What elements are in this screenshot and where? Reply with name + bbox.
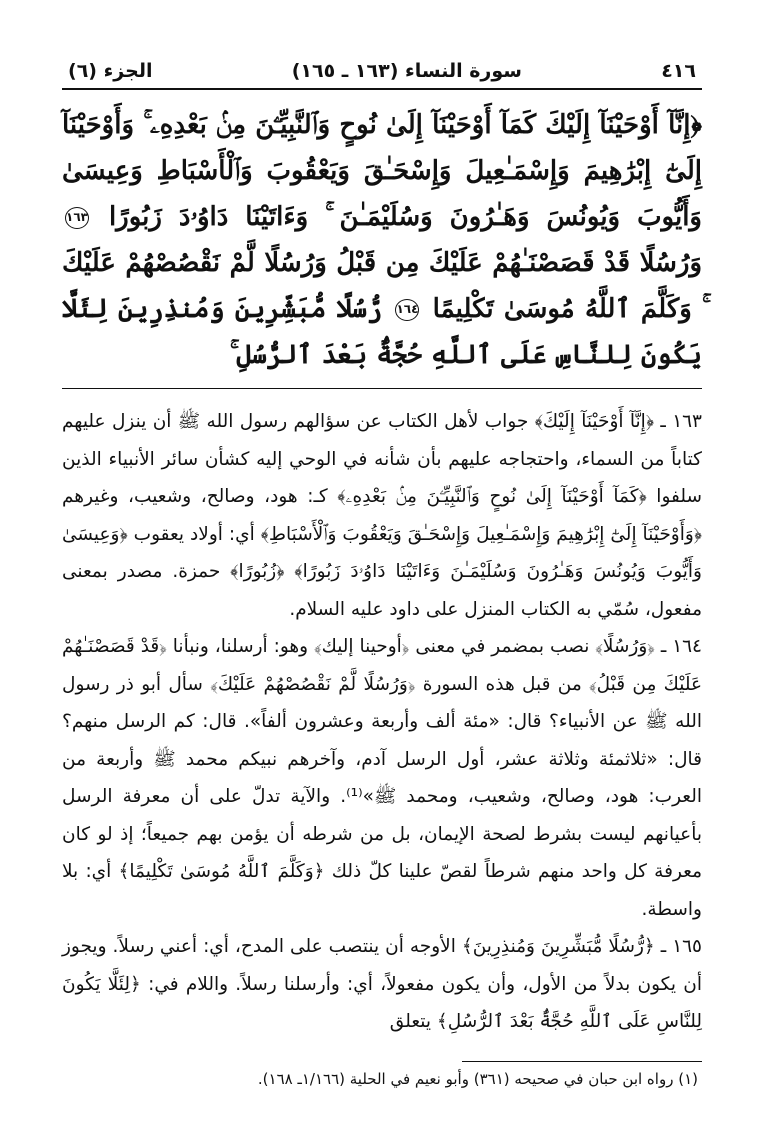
quran-verse-165: رُّسُلًا مُّبَشِّرِينَ وَمُنذِرِينَ لِئَلَّا يَكُونَ لِلنَّاسِ عَلَى ٱللَّهِ حُجَّةٌۢ بَعْدَ ٱلرُّسُلِ ۚ — [62, 294, 702, 370]
commentary-163: ١٦٣ ـ ﴿إِنَّآ أَوْحَيْنَآ إِلَيْكَ﴾ جواب لأهل الكتاب عن سؤالهم رسول الله ﷺ أن ينزل عليهم كتاباً من السماء، واحتجاجه عليهم بأن شأنه في الوحي إليه كشأن سائر الأنبياء الذين سلفوا ﴿كَمَآ أَوْحَيْنَآ إِلَىٰ نُوحٍ وَٱلنَّبِيِّـۧنَ مِنۢ بَعْدِهِۦ﴾ كـ: هود، وصالح، وشعيب، وغيرهم ﴿وَأَوْحَيْنَآ إِلَىٰٓ إِبْرَٰهِيمَ وَإِسْمَـٰعِيلَ وَإِسْحَـٰقَ وَيَعْقُوبَ وَٱلْأَسْبَاطِ﴾ أي: أولاد يعقوب ﴿وَعِيسَىٰ وَأَيُّوبَ وَيُونُسَ وَهَـٰرُونَ وَسُلَيْمَـٰنَ وَءَاتَيْنَا دَاوُۥدَ زَبُورًا﴾ ﴿زُبُورًا﴾ حمزة. مصدر بمعنى مفعول، سُمّي به الكتاب المنزل على داود عليه السلام. — [62, 411, 702, 620]
commentary-164: ١٦٤ ـ ﴿وَرُسُلًا﴾ نصب بمضمر في معنى ﴿أوحينا إليك﴾ وهو: أرسلنا، ونبأنا ﴿قَدْ قَصَصْنَـٰهُمْ عَلَيْكَ مِن قَبْلُ﴾ من قبل هذه السورة ﴿وَرُسُلًا لَّمْ نَقْصُصْهُمْ عَلَيْكَ﴾ سأل أبو ذر رسول الله ﷺ عن الأنبياء؟ قال: «مئة ألف وأربعة وعشرون ألفاً». قال: كم الرسل منهم؟ قال: «ثلاثمئة وثلاثة عشر، أول الرسل آدم، وآخرهم نبيكم محمد ﷺ وأربعة من العرب: هود، وصالح، وشعيب، ومحمد ﷺ»⁽¹⁾. والآية تدلّ على أن معرفة الرسل بأعيانهم ليست بشرط لصحة الإيمان، بل من شرطه أن يؤمن بهم جميعاً؛ إذ لو كان معرفة كل واحد منهم شرطاً لقصّ علينا كلّ ذلك ﴿وَكَلَّمَ ٱللَّهُ مُوسَىٰ تَكْلِيمًا﴾ أي: بلا واسطة. — [62, 636, 702, 920]
footnote-divider — [462, 1061, 702, 1062]
ayah-number-164: ١٦٤ — [395, 299, 419, 321]
section-divider — [62, 388, 702, 389]
quran-text — [62, 102, 702, 378]
juz-label: الجزء (٦) — [68, 60, 153, 82]
commentary-body — [62, 403, 702, 1041]
header-divider — [62, 88, 702, 90]
quran-verse-164: وَرُسُلًا قَدْ قَصَصْنَـٰهُمْ عَلَيْكَ مِن قَبْلُ وَرُسُلًا لَّمْ نَقْصُصْهُمْ عَلَيْكَ ۚ وَكَلَّمَ ٱللَّهُ مُوسَىٰ تَكْلِيمًا — [62, 248, 702, 324]
page-header — [62, 60, 702, 88]
commentary-165: ١٦٥ ـ ﴿رُّسُلًا مُّبَشِّرِينَ وَمُنذِرِينَ﴾ الأوجه أن ينتصب على المدح، أي: أعني رسلاً. ويجوز أن يكون بدلاً من الأول، وأن يكون مفعولاً، أي: وأرسلنا رسلاً. واللام في: ﴿لِئَلَّا يَكُونَ لِلنَّاسِ عَلَى ٱللَّهِ حُجَّةٌۢ بَعْدَ ٱلرُّسُلِ﴾ يتعلق — [62, 936, 702, 1032]
footnote: (١) رواه ابن حبان في صحيحه (٣٦١) وأبو نعيم في الحلية (١/١٦٦ـ ١٦٨). — [257, 1069, 698, 1088]
page-number: ٤١٦ — [661, 60, 696, 82]
quran-verse-163: ﴿إِنَّآ أَوْحَيْنَآ إِلَيْكَ كَمَآ أَوْحَيْنَآ إِلَىٰ نُوحٍ وَٱلنَّبِيِّـۧنَ مِنۢ بَعْدِهِۦ ۚ وَأَوْحَيْنَآ إِلَىٰٓ إِبْرَٰهِيمَ وَإِسْمَـٰعِيلَ وَإِسْحَـٰقَ وَيَعْقُوبَ وَٱلْأَسْبَاطِ وَعِيسَىٰ وَأَيُّوبَ وَيُونُسَ وَهَـٰرُونَ وَسُلَيْمَـٰنَ ۚ وَءَاتَيْنَا دَاوُۥدَ زَبُورًا — [62, 110, 702, 232]
ayah-number-163: ١٦٣ — [65, 207, 89, 229]
book-page — [62, 60, 702, 1088]
surah-title: سورة النساء (١٦٣ ـ ١٦٥) — [291, 60, 522, 82]
